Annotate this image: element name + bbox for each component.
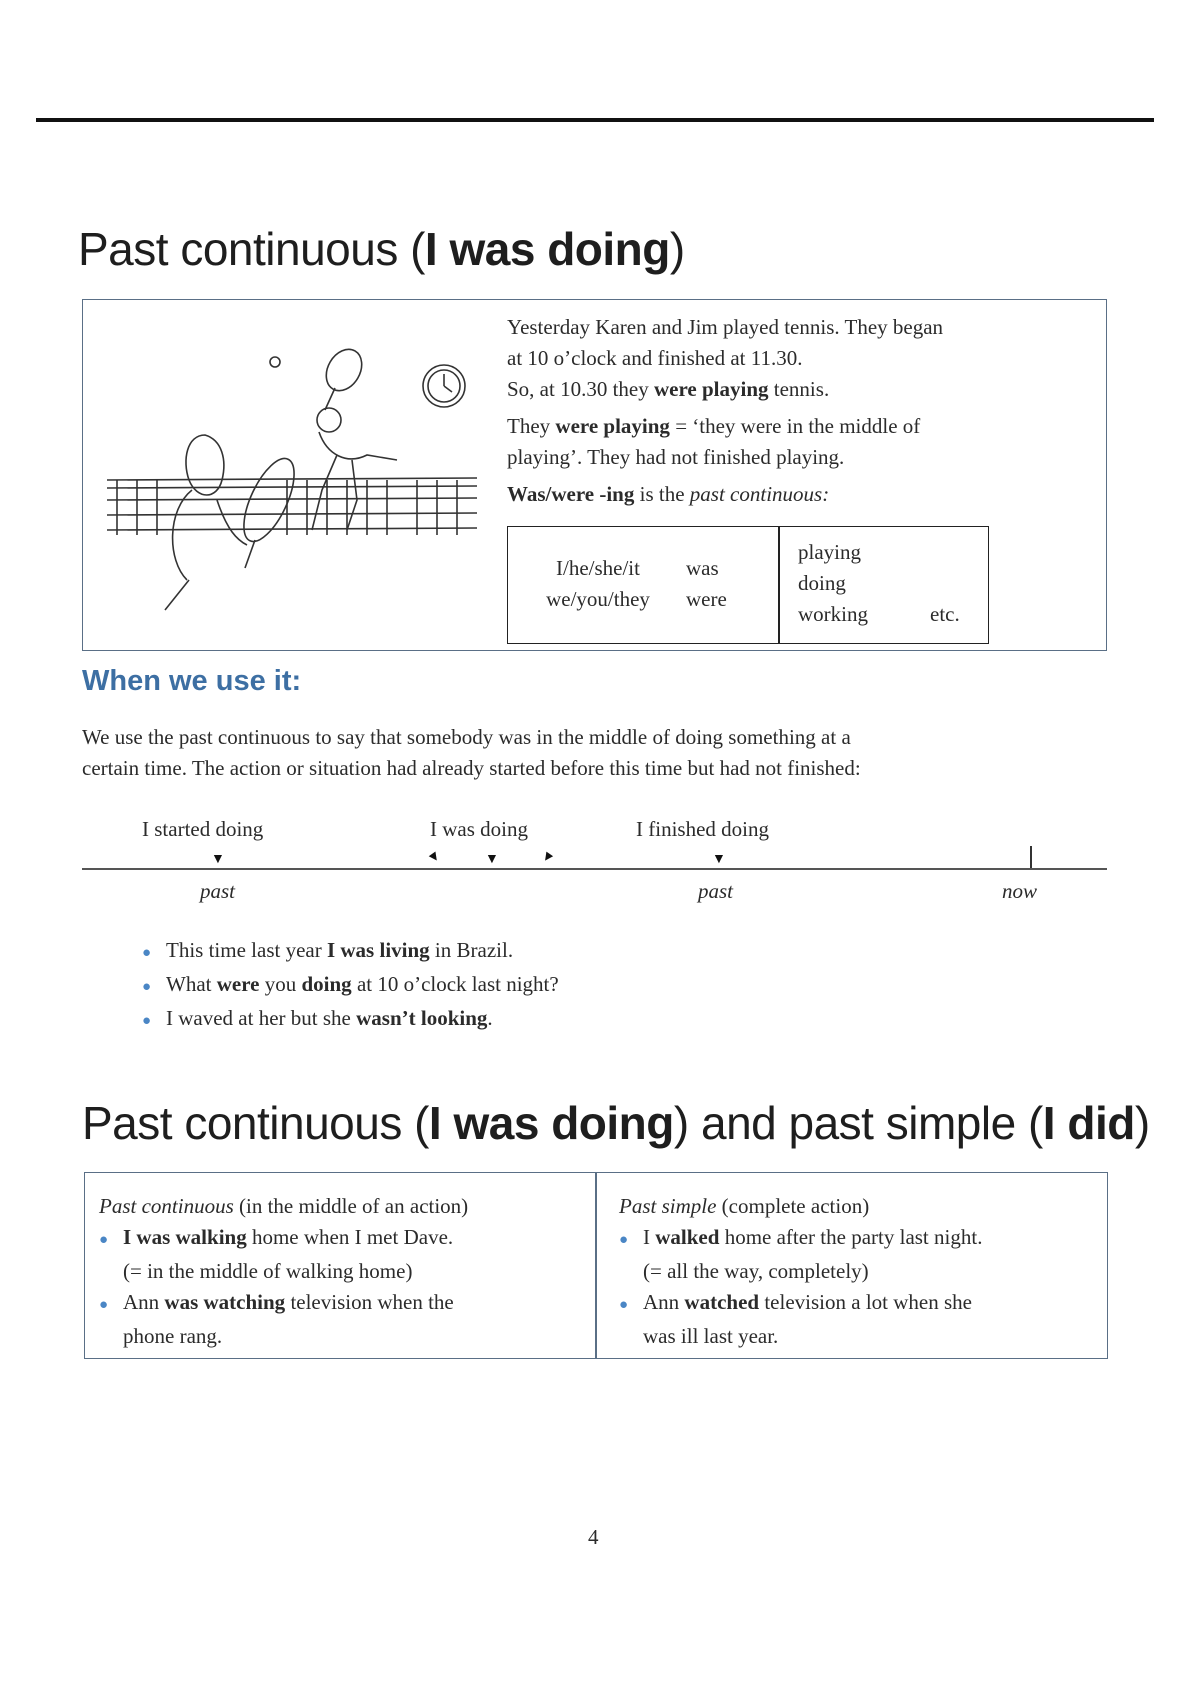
auxiliary-column	[686, 553, 746, 615]
definition-line-2: playing’. They had not finished playing.	[507, 445, 845, 469]
subject-singular: I/he/she/it	[556, 556, 640, 580]
bullet-icon: ●	[99, 1232, 109, 1248]
auxiliary-were: were	[686, 587, 727, 611]
intro-box	[82, 299, 1107, 651]
bullet-icon: ●	[142, 979, 152, 995]
arrow-down-icon: ▼	[211, 852, 225, 867]
arrow-down-icon: ▼	[712, 852, 726, 867]
timeline-started-label: I started doing	[142, 817, 264, 841]
top-rule	[36, 118, 1154, 122]
arrow-down-right-icon: ▼	[424, 847, 445, 868]
example-item: ● Ann was watching television when the	[99, 1287, 589, 1321]
bullet-icon: ●	[142, 945, 152, 961]
timeline-past-label: past	[200, 879, 236, 903]
past-continuous-header: Past continuous (in the middle of an action)	[99, 1194, 469, 1218]
comparison-box	[84, 1172, 1108, 1359]
arrow-down-left-icon: ▼	[537, 847, 558, 868]
timeline-finished-label: I finished doing	[636, 817, 769, 841]
subjects-column	[528, 553, 668, 615]
bullet-icon: ●	[619, 1297, 629, 1313]
timeline-now-label: now	[1002, 879, 1038, 903]
bullet-icon: ●	[619, 1232, 629, 1248]
usage-line-2: certain time. The action or situation had already started before this time but had not finished:	[82, 756, 861, 780]
example-note: (= all the way, completely)	[643, 1259, 869, 1283]
intro-text	[507, 312, 1097, 510]
now-marker	[1030, 846, 1032, 868]
tennis-illustration	[97, 340, 487, 630]
usage-line-1: We use the past continuous to say that somebody was in the middle of doing something at a	[82, 725, 851, 749]
comparison-divider	[595, 1173, 597, 1358]
arrow-down-icon: ▼	[485, 852, 499, 867]
page-number: 4	[588, 1525, 599, 1549]
example-continuation: phone rang.	[123, 1324, 223, 1348]
unit1-title: Past continuous (I was doing)	[78, 223, 685, 275]
intro-line-2: at 10 o’clock and finished at 11.30.	[507, 346, 803, 370]
etc-label: etc.	[930, 602, 960, 626]
table-divider	[778, 527, 780, 643]
auxiliary-was: was	[686, 556, 719, 580]
example-note: (= in the middle of walking home)	[123, 1259, 413, 1283]
bullet-icon: ●	[99, 1297, 109, 1313]
example-item: ● I walked home after the party last night.	[619, 1222, 1099, 1256]
intro-line-1: Yesterday Karen and Jim played tennis. They began	[507, 315, 944, 339]
example-item: ● This time last year I was living in Brazil.	[142, 935, 942, 969]
example-item: ● I was walking home when I met Dave.	[99, 1222, 589, 1256]
when-we-use-heading: When we use it:	[82, 665, 302, 697]
example-item: ● I waved at her but she wasn’t looking.	[142, 1003, 942, 1037]
example-item: ● What were you doing at 10 o’clock last night?	[142, 969, 942, 1003]
timeline-past-label: past	[698, 879, 734, 903]
past-simple-header: Past simple (complete action)	[619, 1194, 870, 1218]
form-table	[507, 526, 989, 644]
intro-line-3: So, at 10.30 they were playing tennis.	[507, 377, 830, 401]
past-continuous-column	[99, 1191, 589, 1352]
verb-working: working	[798, 602, 868, 626]
example-item: ● Ann watched television a lot when she	[619, 1287, 1099, 1321]
unit2-title: Past continuous (I was doing) and past simple (I did)	[82, 1097, 1150, 1149]
example-continuation: was ill last year.	[643, 1324, 779, 1348]
form-line: Was/were -ing is the past continuous:	[507, 482, 830, 506]
verb-playing: playing	[798, 540, 861, 564]
timeline-was-doing-label: I was doing	[430, 817, 528, 841]
verbs-column	[798, 537, 898, 630]
timeline-line	[82, 868, 1107, 870]
usage-paragraph	[82, 722, 1112, 784]
definition-line-1: They were playing = ‘they were in the middle of	[507, 414, 921, 438]
past-simple-column	[619, 1191, 1099, 1352]
bullet-icon: ●	[142, 1013, 152, 1029]
verb-doing: doing	[798, 571, 846, 595]
examples-list	[142, 935, 942, 1037]
subject-plural: we/you/they	[546, 587, 650, 611]
